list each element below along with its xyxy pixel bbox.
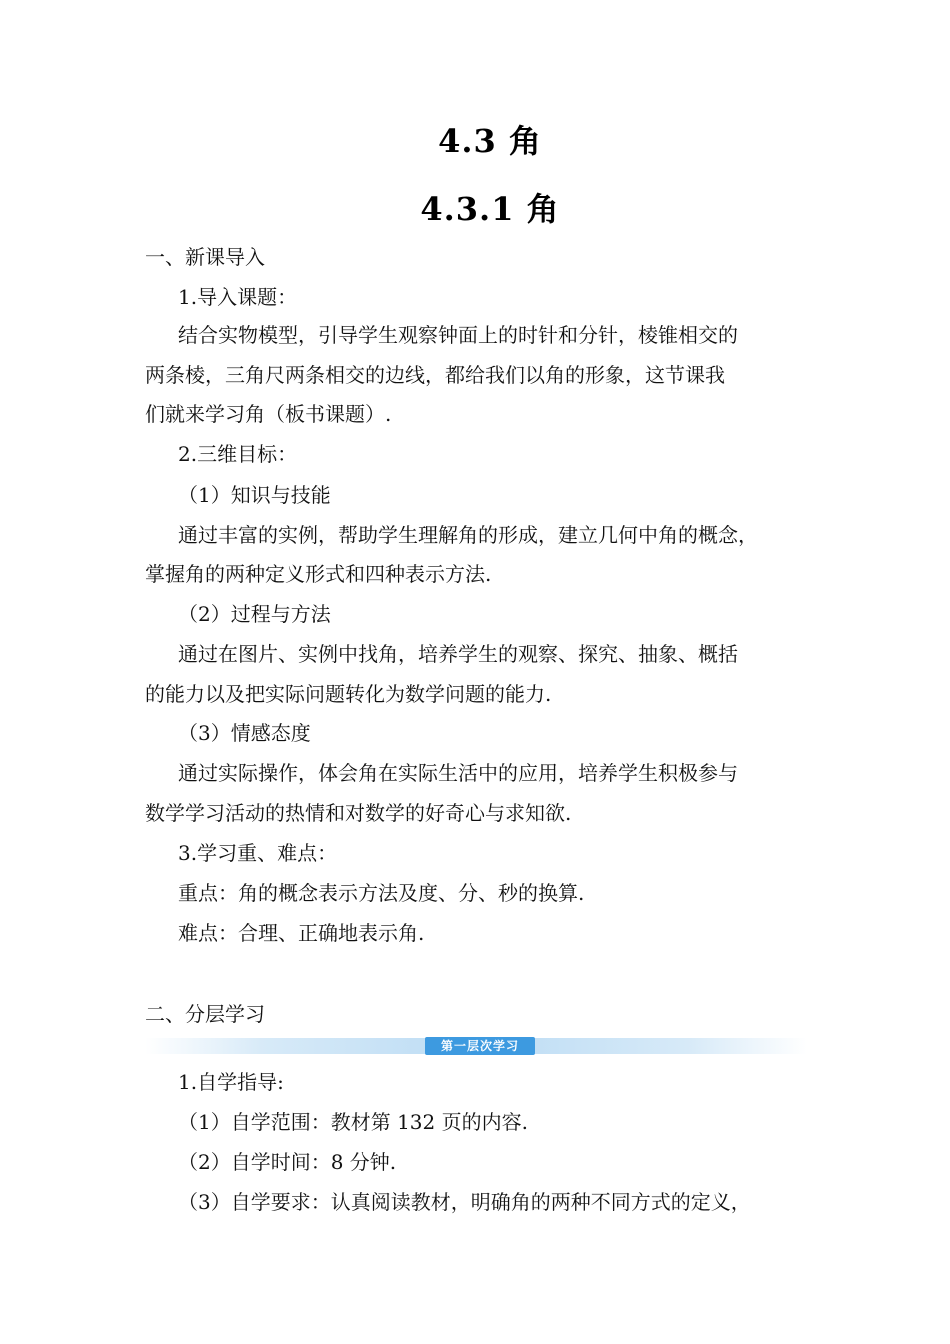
- difficult-point: 难点：合理、正确地表示角.: [178, 921, 425, 945]
- item3-heading: 3.学习重、难点：: [178, 841, 338, 865]
- goal1-para-line: 掌握角的两种定义形式和四种表示方法.: [145, 562, 492, 586]
- goal2-para-line: 的能力以及把实际问题转化为数学问题的能力.: [145, 682, 552, 706]
- guide-item: （3）自学要求：认真阅读教材，明确角的两种不同方式的定义，: [178, 1190, 751, 1214]
- goal2-para-line: 通过在图片、实例中找角，培养学生的观察、探究、抽象、概括: [178, 642, 738, 666]
- section1-heading: 一、新课导入: [145, 245, 265, 269]
- goal3-para-line: 数学学习活动的热情和对数学的好奇心与求知欲.: [145, 801, 572, 825]
- section2-heading: 二、分层学习: [145, 1002, 265, 1026]
- item1-para-line: 两条棱，三角尺两条相交的边线，都给我们以角的形象，这节课我: [145, 363, 725, 387]
- item1-para-line: 们就来学习角（板书课题）.: [145, 402, 392, 426]
- guide-item: （2）自学时间：8 分钟.: [178, 1150, 397, 1174]
- guide-item: （1）自学范围：教材第 132 页的内容.: [178, 1110, 528, 1134]
- sub-title: 4.3.1 角: [420, 190, 560, 228]
- main-title: 4.3 角: [438, 122, 542, 160]
- goal1-para-line: 通过丰富的实例，帮助学生理解角的形成，建立几何中角的概念，: [178, 523, 758, 547]
- goal3-heading: （3）情感态度: [178, 721, 311, 745]
- item2-heading: 2.三维目标：: [178, 442, 298, 466]
- goal2-heading: （2）过程与方法: [178, 602, 331, 626]
- layer-banner-label: 第一层次学习: [425, 1037, 535, 1055]
- goal3-para-line: 通过实际操作，体会角在实际生活中的应用，培养学生积极参与: [178, 761, 738, 785]
- key-point: 重点：角的概念表示方法及度、分、秒的换算.: [178, 881, 585, 905]
- item1-para-line: 结合实物模型，引导学生观察钟面上的时针和分针，棱锥相交的: [178, 323, 738, 347]
- self-study-heading: 1.自学指导:: [178, 1070, 284, 1094]
- item1-heading: 1.导入课题：: [178, 285, 298, 309]
- goal1-heading: （1）知识与技能: [178, 483, 331, 507]
